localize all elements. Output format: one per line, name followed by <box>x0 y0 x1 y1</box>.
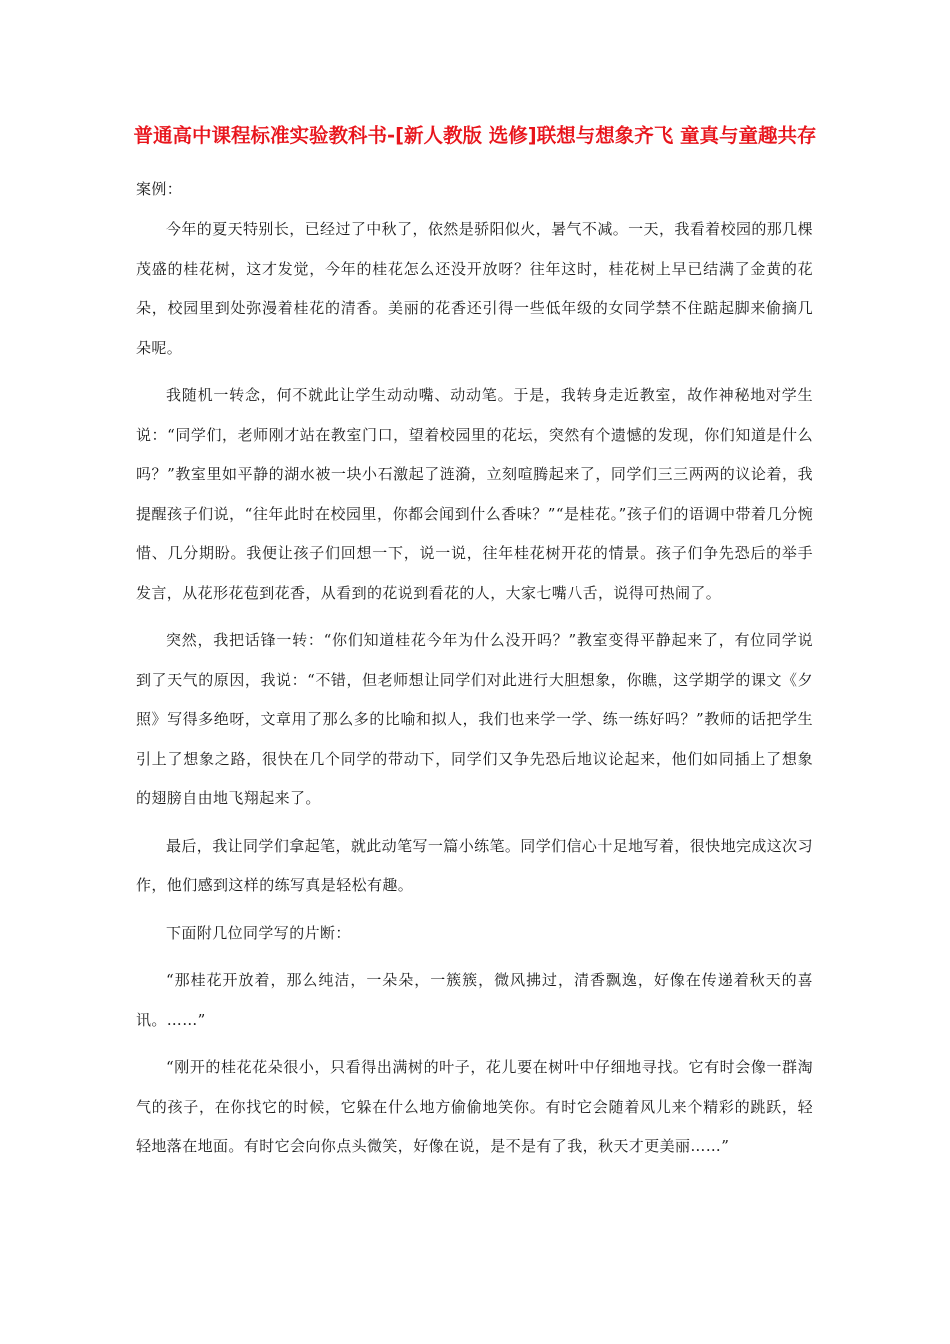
case-label: 案例： <box>136 180 183 198</box>
paragraph: 今年的夏天特别长，已经过了中秋了，依然是骄阳似火，暑气不减。一天，我看着校园的那几棵茂盛的桂花树，这才发觉，今年的桂花怎么还没开放呀？往年这时，桂花树上早已结满了金黄的花朵，校园里到处弥漫着桂花的清香。美丽的花香还引得一些低年级的女同学禁不住踮起脚来偷摘几朵呢。 <box>136 220 813 357</box>
document-title: 普通高中课程标准实验教科书-[新人教版 选修]联想与想象齐飞 童真与童趣共存 <box>133 124 817 147</box>
student-excerpt: “刚开的桂花花朵很小，只看得出满树的叶子，花儿要在树叶中仔细地寻找。它有时会像一群淘气的孩子，在你找它的时候，它躲在什么地方偷偷地笑你。有时它会随着风儿来个精彩的跳跃，轻轻地落在地面。有时它会向你点头微笑，好像在说，是不是有了我，秋天才更美丽……” <box>136 1058 813 1155</box>
paragraph: 我随机一转念，何不就此让学生动动嘴、动动笔。于是，我转身走近教室，故作神秘地对学生说：“同学们，老师刚才站在教室门口，望着校园里的花坛，突然有个遗憾的发现，你们知道是什么吗？”教室里如平静的湖水被一块小石激起了涟漪，立刻喧腾起来了，同学们三三两两的议论着，我提醒孩子们说，“往年此时在校园里，你都会闻到什么香味？”“是桂花。”孩子们的语调中带着几分惋惜、几分期盼。我便让孩子们回想一下，说一说，往年桂花树开花的情景。孩子们争先恐后的举手发言，从花形花苞到花香，从看到的花说到看花的人，大家七嘴八舌，说得可热闹了。 <box>136 386 813 602</box>
paragraph: 最后，我让同学们拿起笔，就此动笔写一篇小练笔。同学们信心十足地写着，很快地完成这次习作，他们感到这样的练写真是轻松有趣。 <box>136 836 813 894</box>
document-body <box>136 175 813 1175</box>
paragraph: 下面附几位同学写的片断： <box>166 923 351 942</box>
paragraph: 突然，我把话锋一转：“你们知道桂花今年为什么没开吗？”教室变得平静起来了，有位同学说到了天气的原因，我说：“不错，但老师想让同学们对此进行大胆想象，你瞧，这学期学的课文《夕照》写得多绝呀，文章用了那么多的比喻和拟人，我们也来学一学、练一练好吗？”教师的话把学生引上了想象之路，很快在几个同学的带动下，同学们又争先恐后地议论起来，他们如同插上了想象的翅膀自由地飞翔起来了。 <box>136 631 813 807</box>
student-excerpt: “那桂花开放着，那么纯洁，一朵朵，一簇簇，微风拂过，清香飘逸，好像在传递着秋天的喜讯。……” <box>136 971 813 1029</box>
